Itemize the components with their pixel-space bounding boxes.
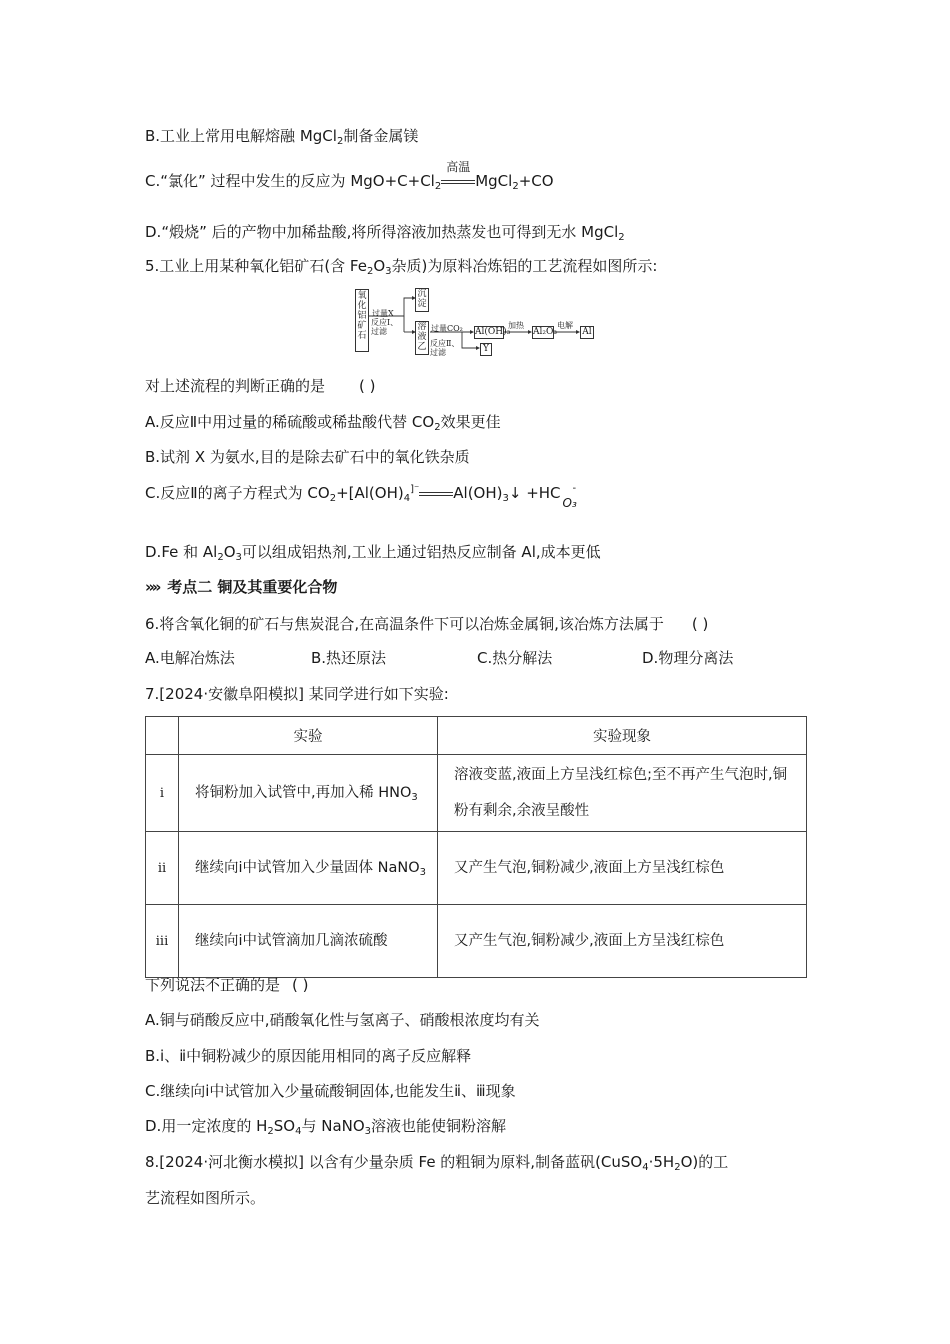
- q5-stem: 5.工业上用某种氧化铝矿石(含 $Fe_2O_3$杂质)为原料冶炼铝的工艺流程如图所示:: [145, 257, 658, 277]
- q8-stem: 8.[2024·河北衡水模拟] 以含有少量杂质 Fe 的粗铜为原料,制备蓝矾$(CuSO_4\cdot 5H_2O)$的工: [145, 1153, 729, 1173]
- q6-option-c: C.热分解法: [477, 649, 553, 667]
- flow-y-box: Y: [480, 343, 492, 356]
- flow-al2o3-box: Al₂O₃: [533, 327, 557, 337]
- equals-arrow: [419, 492, 453, 496]
- q4-option-d: D.“煅烧” 后的产物中加稀盐酸,将所得溶液加热蒸发也可得到无水 MgCl$_2$: [145, 223, 625, 243]
- q7-experiment-table: [145, 716, 807, 978]
- flow-electrolysis-label: 电解: [557, 321, 573, 330]
- q7-option-c: C.继续向ⅰ中试管加入少量硫酸铜固体,也能发生ⅱ、ⅲ现象: [145, 1082, 516, 1100]
- flow-heat-label: 加热: [508, 321, 524, 330]
- double-chevron-icon: »: [145, 578, 152, 596]
- q6-option-b: B.热还原法: [311, 649, 387, 667]
- table-row: [146, 755, 807, 832]
- flow-step2-label: 反应Ⅱ、过滤: [430, 339, 460, 357]
- row-experiment: 继续向ⅰ中试管加入少量固体 NaNO$_3$: [179, 832, 438, 905]
- flow-al-box: Al: [580, 326, 594, 339]
- flow-step1-reagent: 过量X: [372, 309, 394, 318]
- q5-option-d: D.Fe 和 $Al_2O_3$可以组成铝热剂,工业上通过铝热反应制备 Al,成本更低: [145, 543, 601, 563]
- q4-option-c: C.“氯化” 过程中发生的反应为 $MgO+C+Cl_2$ 高温 MgCl$_2$+CO: [145, 160, 554, 192]
- q8-stem-line2: 艺流程如图所示。: [145, 1189, 266, 1207]
- flow-step1-label: 反应Ⅰ、过滤: [371, 318, 399, 336]
- q6-stem: 6.将含氧化铜的矿石与焦炭混合,在高温条件下可以冶炼金属铜,该冶炼方法属于 ( ): [145, 615, 709, 633]
- row-phenomenon: 又产生气泡,铜粉减少,液面上方呈浅红棕色: [438, 905, 807, 978]
- q4-option-b: B.工业上常用电解熔融 MgCl$_2$制备金属镁: [145, 127, 419, 147]
- section-heading: »» 考点二 铜及其重要化合物: [145, 578, 338, 596]
- table-header-row: [146, 717, 807, 755]
- flow-ore-box: 氧化铝矿石: [355, 289, 369, 352]
- row-index: iii: [146, 905, 179, 978]
- row-index: ii: [146, 832, 179, 905]
- q6-option-a: A.电解冶炼法: [145, 649, 235, 667]
- q7-option-a: A.铜与硝酸反应中,硝酸氧化性与氢离子、硝酸根浓度均有关: [145, 1011, 540, 1029]
- table-row: [146, 905, 807, 978]
- q7-question: 下列说法不正确的是 ( ): [145, 976, 309, 994]
- table-header-phenomenon: 实验现象: [438, 717, 807, 755]
- row-experiment: 继续向ⅰ中试管滴加几滴浓硫酸: [179, 905, 438, 978]
- flow-solution-box: 溶液乙: [415, 321, 429, 355]
- bicarbonate-notation: O₃ -: [562, 483, 577, 510]
- row-experiment: 将铜粉加入试管中,再加入稀 $HNO_3$: [179, 755, 438, 832]
- flow-aloh3-box: Al(OH)₃: [475, 327, 511, 337]
- q5-process-flow-diagram: [352, 286, 600, 357]
- table-header-index: [146, 717, 179, 755]
- row-index: i: [146, 755, 179, 832]
- q5-option-c: C.反应Ⅱ的离子方程式为 $CO_2+[Al(OH)_4^{]^-}$ $Al(OH)_3↓ +HC$ O₃ -: [145, 483, 581, 503]
- table-row: [146, 832, 807, 905]
- row-phenomenon: 溶液变蓝,液面上方呈浅红棕色;至不再产生气泡时,铜粉有剩余,余液呈酸性: [438, 755, 807, 832]
- row-phenomenon: 又产生气泡,铜粉减少,液面上方呈浅红棕色: [438, 832, 807, 905]
- q6-option-d: D.物理分离法: [642, 649, 734, 667]
- q7-stem: 7.[2024·安徽阜阳模拟] 某同学进行如下实验:: [145, 685, 449, 703]
- flow-step2-reagent: 过量CO₂: [431, 324, 463, 333]
- q5-option-a: A.反应Ⅱ中用过量的稀硫酸或稀盐酸代替 $CO_2$效果更佳: [145, 413, 501, 433]
- q5-question: 对上述流程的判断正确的是 ( ): [145, 377, 376, 395]
- q5-option-b: B.试剂 X 为氨水,目的是除去矿石中的氧化铁杂质: [145, 448, 470, 466]
- reaction-condition-arrow: 高温: [441, 171, 475, 191]
- table-header-experiment: 实验: [179, 717, 438, 755]
- q7-option-d: D.用一定浓度的 $H_2SO_4$与 NaNO$_3$溶液也能使铜粉溶解: [145, 1117, 507, 1137]
- q7-option-b: B.ⅰ、ⅱ中铜粉减少的原因能用相同的离子反应解释: [145, 1047, 472, 1065]
- flow-precipitate-box: 沉淀: [415, 288, 429, 312]
